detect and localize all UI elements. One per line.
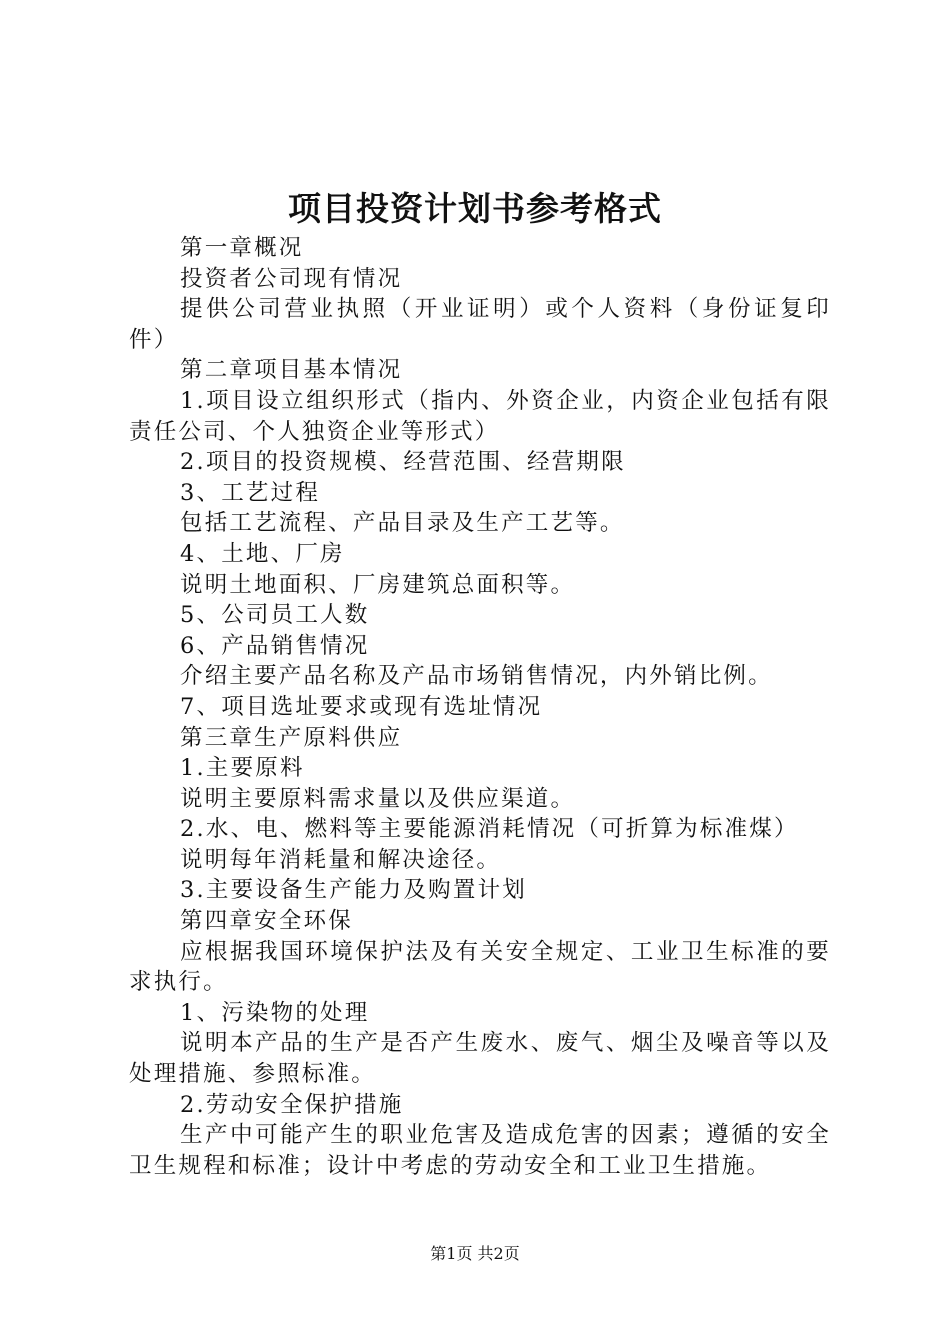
paragraph: 5、公司员工人数	[180, 602, 370, 629]
paragraph: 2.项目的投资规模、经营范围、经营期限	[180, 449, 626, 476]
paragraph: 4、土地、厂房	[180, 540, 345, 567]
paragraph: 说明本产品的生产是否产生废水、废气、烟尘及噪音等以及处理措施、参照标准。	[129, 1030, 831, 1088]
paragraph: 包括工艺流程、产品目录及生产工艺等。	[180, 510, 625, 537]
chapter-heading: 第四章安全环保	[180, 908, 353, 935]
paragraph: 1、污染物的处理	[180, 999, 370, 1026]
chapter-heading: 第三章生产原料供应	[180, 724, 403, 751]
chapter-heading: 第二章项目基本情况	[180, 357, 403, 384]
paragraph: 应根据我国环境保护法及有关安全规定、工业卫生标准的要求执行。	[129, 938, 831, 996]
paragraph: 1.主要原料	[180, 755, 305, 782]
paragraph: 1.项目设立组织形式（指内、外资企业，内资企业包括有限责任公司、个人独资企业等形式）	[129, 387, 831, 445]
paragraph: 说明每年消耗量和解决途径。	[180, 846, 502, 873]
paragraph: 生产中可能产生的职业危害及造成危害的因素；遵循的安全卫生规程和标准；设计中考虑的劳动安全和工业卫生措施。	[129, 1122, 831, 1179]
paragraph: 介绍主要产品名称及产品市场销售情况，内外销比例。	[180, 663, 773, 690]
page-number: 第1页 共2页	[430, 1244, 520, 1263]
paragraph: 3.主要设备生产能力及购置计划	[180, 877, 527, 904]
paragraph: 6、产品销售情况	[180, 632, 370, 659]
paragraph: 2.水、电、燃料等主要能源消耗情况（可折算为标准煤）	[180, 816, 799, 843]
paragraph: 2.劳动安全保护措施	[180, 1091, 404, 1118]
chapter-heading: 第一章概况	[180, 235, 304, 261]
paragraph: 提供公司营业执照（开业证明）或个人资料（身份证复印件）	[129, 296, 831, 353]
document-title: 项目投资计划书参考格式	[288, 189, 662, 228]
paragraph: 说明土地面积、厂房建筑总面积等。	[180, 571, 576, 598]
paragraph: 投资者公司现有情况	[180, 265, 403, 292]
paragraph: 7、项目选址要求或现有选址情况	[180, 693, 543, 720]
page-footer	[0, 1242, 950, 1266]
document-body	[129, 233, 831, 1181]
paragraph: 3、工艺过程	[180, 479, 321, 506]
paragraph: 说明主要原料需求量以及供应渠道。	[180, 785, 576, 812]
